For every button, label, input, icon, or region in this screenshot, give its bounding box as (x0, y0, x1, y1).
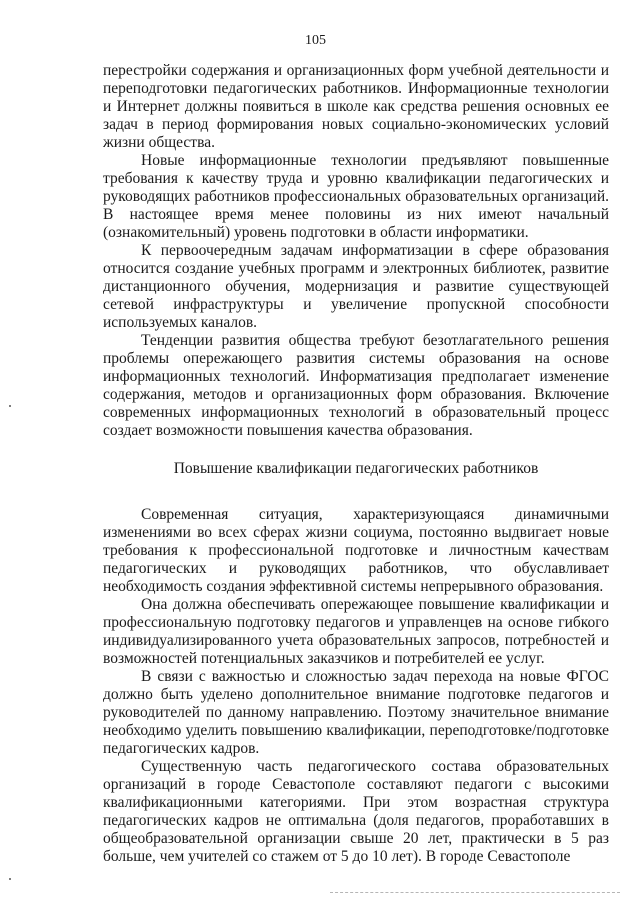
paragraph: Современная ситуация, характеризующаяся динамичными изменениями во всех сферах жизни социума, постоянно выдвигает новые требования к профессиональной подготовке и личностным качествам педагогических и руководящих работников, что обуславливает необходимость создания эффективной системы непрерывного образования. (103, 506, 609, 595)
page-number: 105 (305, 33, 326, 48)
scan-artifact-mark (9, 405, 11, 407)
paragraph: К первоочередным задачам информатизации в сфере образования относится создание учебных программ и электронных библиотек, развитие дистанционного обучения, модернизация и развитие существующей сетевой инфраструктуры и увеличение пропускной способности используемых каналов. (103, 242, 609, 331)
paragraph: Тенденции развития общества требуют безотлагательного решения проблемы опережающего развития системы образования на основе информационных технологий. Информатизация предполагает изменение содержания, методов и организационных форм образования. Включение современных информационных технологий в образовательный процесс создает возможности повышения качества образования. (103, 332, 609, 439)
scan-artifact-line (330, 892, 620, 893)
paragraph: Она должна обеспечивать опережающее повышение квалификации и профессиональную подготовку педагогов и управленцев на основе гибкого индивидуализированного учета образовательных запросов, потребностей и возможностей потенциальных заказчиков и потребителей ее услуг. (103, 596, 609, 667)
paragraph: В связи с важностью и сложностью задач перехода на новые ФГОС должно быть уделено дополнительное внимание подготовке педагогов и руководителей по данному направлению. Поэтому значительное внимание необходимо уделить повышению квалификации, переподготовке/подготовке педагогических кадров. (103, 668, 609, 757)
paragraph: Существенную часть педагогического состава образовательных организаций в городе Севастополе составляют педагоги с высокими квалификационными категориями. При этом возрастная структура педагогических кадров не оптимальна (доля педагогов, проработавших в общеобразовательной организации свыше 20 лет, практически в 5 раз больше, чем учителей со стажем от 5 до 10 лет). В городе Севастополе (103, 758, 609, 865)
scan-artifact-mark (9, 878, 11, 880)
document-body (103, 62, 609, 866)
paragraph: Новые информационные технологии предъявляют повышенные требования к качеству труда и уровню квалификации педагогических и руководящих работников профессиональных образовательных организаций. В настоящее время менее половины из них имеют начальный (ознакомительный) уровень подготовки в области информатики. (103, 152, 609, 241)
paragraph: перестройки содержания и организационных форм учебной деятельности и переподготовки педагогических работников. Информационные технологии и Интернет должны появиться в школе как средства решения основных ее задач в период формирования новых социально-экономических условий жизни общества. (103, 62, 609, 151)
section-heading: Повышение квалификации педагогических работников (173, 460, 539, 477)
